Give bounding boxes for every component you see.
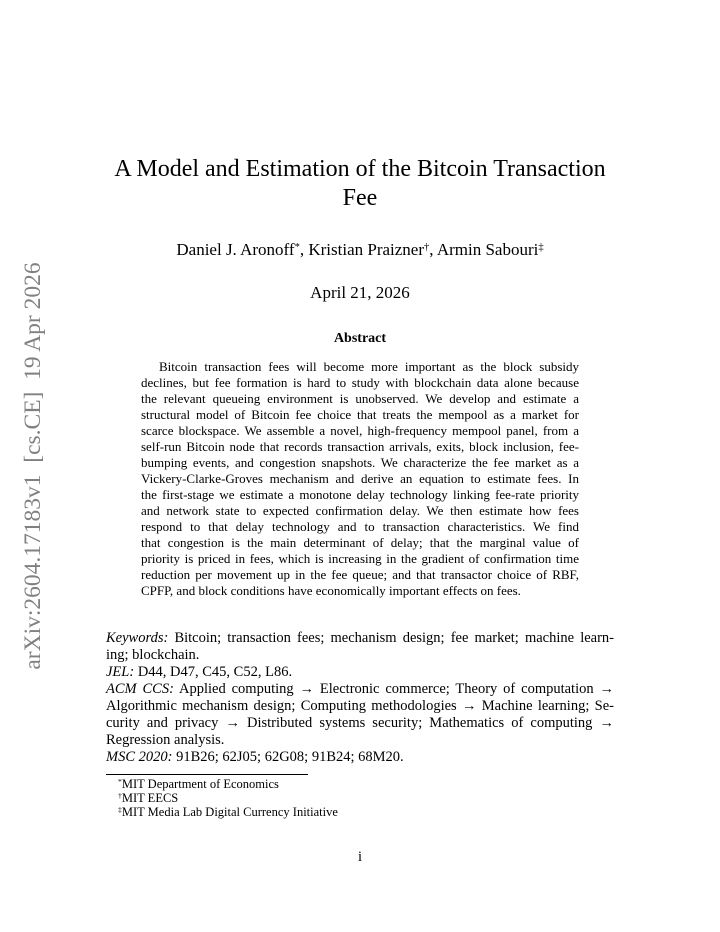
author-footnote-mark: † — [424, 241, 430, 253]
author-footnote-mark: ‡ — [538, 241, 544, 253]
author-name: Daniel J. Aronoff — [176, 240, 295, 259]
keywords-label: Keywords: — [106, 629, 169, 646]
footnote-text: MIT Department of Economics — [121, 777, 279, 791]
meta-line: curity and privacy → Distributed systems security; Mathematics of computing → — [106, 714, 614, 731]
meta-line — [106, 749, 614, 766]
abstract-line: CPFP, and block conditions have economically important effects on fees. — [141, 583, 521, 598]
arxiv-side-stamp: arXiv:2604.17183v1 [cs.CE] 19 Apr 2026 — [20, 262, 46, 670]
abstract-line: Bitcoin transaction fees will become more important as the block subsidy — [159, 359, 579, 374]
abstract-line: structural model of Bitcoin fee choice that treats the mempool as a market for — [141, 407, 579, 422]
abstract-line: bumping events, and congestion snapshots. We characterize the fee market as a — [141, 455, 579, 470]
footnote-mark: † — [118, 791, 122, 801]
author-separator: , — [429, 240, 434, 259]
footnote-mark: ‡ — [118, 805, 122, 815]
meta-line — [106, 681, 614, 698]
footnote-rule — [106, 774, 308, 775]
msc-codes: 91B26; 62J05; 62G08; 91B24; 68M20. — [176, 749, 404, 766]
abstract-line: scarce blockspace. We assemble a novel, high-frequency mempool panel, from a — [141, 423, 579, 438]
jel-codes: D44, D47, C45, C52, L86. — [137, 663, 293, 680]
abstract-line: that congestion is the main determinant of delay; that the marginal value of — [141, 535, 579, 550]
acm-ccs-entry — [106, 681, 614, 749]
paper-title: A Model and Estimation of the Bitcoin Transaction Fee — [114, 155, 606, 211]
metadata-block — [106, 630, 614, 767]
author-name: Armin Sabouri — [436, 240, 539, 259]
keywords-entry — [106, 630, 614, 664]
abstract-line: Vickery-Clarke-Groves mechanism and derive an equation to estimate fees. In — [141, 471, 579, 486]
abstract-line: respond to that delay technology and to transaction characteristics. We find — [141, 519, 579, 534]
msc-label: MSC 2020: — [106, 749, 173, 766]
abstract-line: self-run Bitcoin node that records transaction arrivals, exits, block inclusion, fee- — [141, 439, 579, 454]
author-name: Kristian Praizner — [308, 240, 424, 259]
abstract-line: the relevant queueing environment is unobserved. We develop and estimate a — [141, 391, 579, 406]
footnote-mark: * — [118, 777, 122, 787]
abstract-line: priority is priced in fees, which is increasing in the gradient of confirmation time — [141, 551, 579, 566]
abstract-line: declines, but fee formation is hard to study with blockchain data alone because — [141, 375, 579, 390]
paper-date: April 21, 2026 — [310, 283, 410, 302]
abstract-line: and network state to expected confirmation delay. We then estimate how fees — [141, 503, 579, 518]
msc-entry — [106, 749, 614, 766]
author-list — [0, 240, 720, 260]
page-number: i — [357, 849, 363, 865]
abstract-line: reduction per movement up in the fee queue; and that transactor choice of RBF, — [141, 567, 579, 582]
jel-label: JEL: — [106, 663, 135, 680]
meta-line: Algorithmic mechanism design; Computing methodologies → Machine learning; Se- — [106, 697, 614, 714]
author-separator: , — [299, 240, 305, 259]
footnote — [118, 805, 618, 819]
footnote — [118, 791, 618, 805]
acm-ccs-label: ACM CCS: — [106, 680, 174, 697]
keywords-text: Bitcoin; transaction fees; mechanism design; fee market; machine learn- — [174, 629, 615, 646]
meta-line — [106, 664, 614, 681]
footnote — [118, 777, 618, 791]
abstract-heading: Abstract — [333, 331, 387, 346]
author-footnote-mark: * — [294, 241, 300, 253]
footnotes — [118, 777, 618, 819]
jel-entry — [106, 664, 614, 681]
footnote-text: MIT Media Lab Digital Currency Initiative — [121, 805, 338, 819]
footnote-text: MIT EECS — [121, 791, 179, 805]
meta-line: Regression analysis. — [106, 732, 225, 749]
meta-line — [106, 630, 614, 647]
abstract-body — [141, 359, 579, 599]
acm-ccs-text: Applied computing → Electronic commerce; Theory of computation → — [179, 680, 614, 697]
abstract-line: the first-stage we estimate a monotone delay technology linking fee-rate priority — [141, 487, 579, 502]
meta-line: ing; blockchain. — [106, 646, 200, 663]
